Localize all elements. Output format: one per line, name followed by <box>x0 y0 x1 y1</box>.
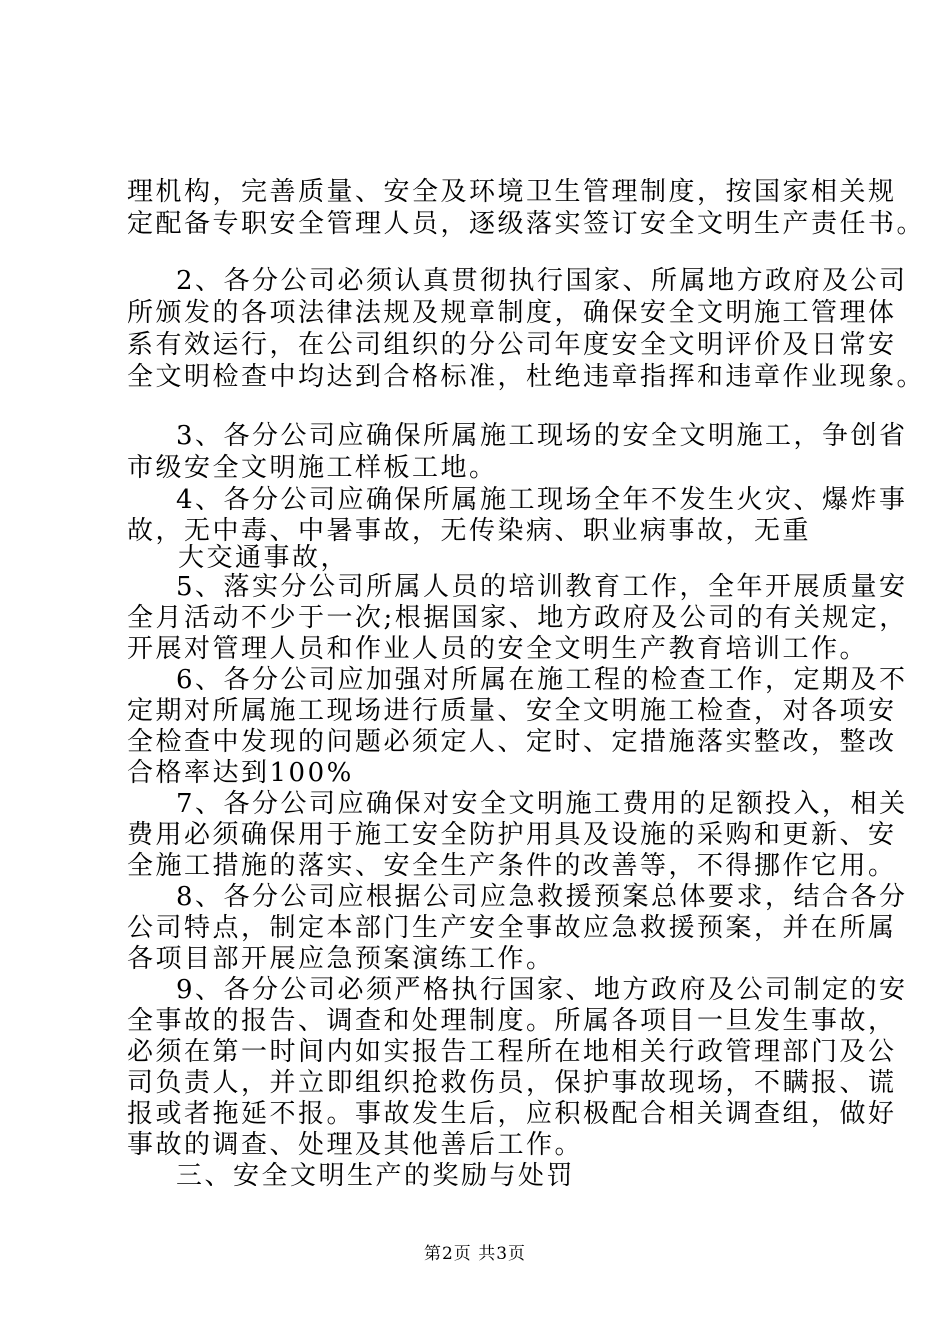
body-text-line: 费用必须确保用于施工安全防护用具及设施的采购和更新、安 <box>127 820 897 850</box>
body-text-line: 大交通事故， <box>178 543 350 573</box>
body-text-line: 市级安全文明施工样板工地。 <box>127 453 498 483</box>
body-text-line: 9、各分公司必须严格执行国家、地方政府及公司制定的安 <box>176 975 908 1005</box>
body-text-line: 全施工措施的落实、安全生产条件的改善等，不得挪作它用。 <box>127 851 897 881</box>
body-text-line: 系有效运行，在公司组织的分公司年度安全文明评价及日常安 <box>127 330 897 360</box>
body-text-line: 必须在第一时间内如实报告工程所在地相关行政管理部门及公 <box>127 1037 897 1067</box>
body-text-line: 各项目部开展应急预案演练工作。 <box>127 944 555 974</box>
body-text-line: 2、各分公司必须认真贯彻执行国家、所属地方政府及公司 <box>176 266 908 296</box>
body-text-line: 全检查中发现的问题必须定人、定时、定措施落实整改，整改 <box>127 727 897 757</box>
body-text-line: 定配备专职安全管理人员，逐级落实签订安全文明生产责任书。 <box>127 209 926 239</box>
section-heading: 三、安全文明生产的奖励与处罚 <box>176 1161 576 1191</box>
body-text-line: 全事故的报告、调查和处理制度。所属各项目一旦发生事故， <box>127 1006 897 1036</box>
body-text-line: 故，无中毒、中暑事故，无传染病、职业病事故，无重 <box>127 516 812 546</box>
body-text-line: 公司特点，制定本部门生产安全事故应急救援预案，并在所属 <box>127 913 897 943</box>
body-text-line: 事故的调查、处理及其他善后工作。 <box>127 1130 584 1160</box>
body-text-line: 理机构，完善质量、安全及环境卫生管理制度，按国家相关规 <box>127 177 897 207</box>
body-text-line: 开展对管理人员和作业人员的安全文明生产教育培训工作。 <box>127 634 869 664</box>
body-text-line: 8、各分公司应根据公司应急救援预案总体要求，结合各分 <box>176 882 908 912</box>
body-text-line: 所颁发的各项法律法规及规章制度，确保安全文明施工管理体 <box>127 298 897 328</box>
body-text-line: 报或者拖延不报。事故发生后，应积极配合相关调查组，做好 <box>127 1099 897 1129</box>
body-text-line: 4、各分公司应确保所属施工现场全年不发生火灾、爆炸事 <box>176 485 908 515</box>
body-text-line: 合格率达到100% <box>127 758 354 788</box>
body-text-line: 7、各分公司应确保对安全文明施工费用的足额投入，相关 <box>176 789 908 819</box>
body-text-line: 定期对所属施工现场进行质量、安全文明施工检查，对各项安 <box>127 696 897 726</box>
body-text-line: 6、各分公司应加强对所属在施工程的检查工作，定期及不 <box>176 665 908 695</box>
body-text-line: 司负责人，并立即组织抢救伤员，保护事故现场，不瞒报、谎 <box>127 1068 897 1098</box>
body-text-line: 3、各分公司应确保所属施工现场的安全文明施工，争创省 <box>176 421 908 451</box>
body-text-line: 全文明检查中均达到合格标准，杜绝违章指挥和违章作业现象。 <box>127 362 926 392</box>
body-text-line: 5、落实分公司所属人员的培训教育工作，全年开展质量安 <box>176 572 908 602</box>
page-number-footer: 第2页 共3页 <box>423 1244 527 1264</box>
body-text-line: 全月活动不少于一次;根据国家、地方政府及公司的有关规定， <box>127 603 908 633</box>
